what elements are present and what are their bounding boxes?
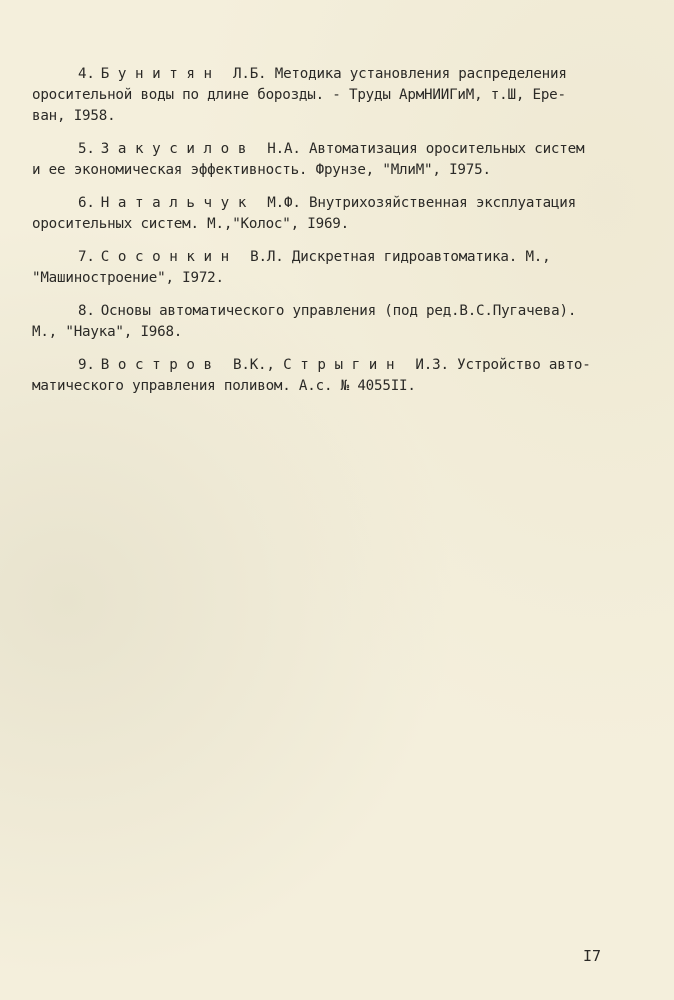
reference-author: Закусилов [100, 141, 255, 157]
reference-number: 4. [78, 66, 95, 82]
reference-number: 5. [78, 141, 95, 157]
reference-item-7 [32, 247, 622, 289]
reference-item-9 [32, 355, 622, 397]
reference-author: Бунитян [100, 66, 221, 82]
reference-item-5 [32, 139, 622, 181]
reference-number: 6. [78, 195, 95, 211]
reference-author: Сосонкин [100, 249, 238, 265]
reference-text: матического управления поливом. А.с. № 4055II. [32, 378, 416, 394]
reference-item-8 [32, 301, 622, 343]
reference-text: И.З. Устройство авто- [407, 357, 591, 373]
reference-text: ван, I958. [32, 108, 116, 124]
reference-list [32, 64, 622, 409]
reference-author-2: Стрыгин [283, 357, 404, 373]
reference-text: М.Ф. Внутрихозяйственная эксплуатация [258, 195, 576, 211]
reference-text: "Машиностроение", I972. [32, 270, 224, 286]
reference-text: оросительной воды по длине борозды. - Труды АрмНИИГиМ, т.Ш, Ере- [32, 87, 566, 103]
reference-text: оросительных систем. М.,"Колос", I969. [32, 216, 349, 232]
reference-text: Основы автоматического управления (под ред.В.С.Пугачева). [100, 303, 577, 319]
reference-text: Н.А. Автоматизация оросительных систем [258, 141, 585, 157]
reference-text: Л.Б. Методика установления распределения [224, 66, 567, 82]
reference-number: 8. [78, 303, 95, 319]
reference-number: 7. [78, 249, 95, 265]
reference-text: и ее экономическая эффективность. Фрунзе, "МлиМ", I975. [32, 162, 491, 178]
reference-item-4 [32, 64, 622, 127]
reference-author: Натальчук [100, 195, 255, 211]
reference-item-6 [32, 193, 622, 235]
page-number: I7 [583, 947, 602, 965]
reference-text: М., "Наука", I968. [32, 324, 183, 340]
reference-number: 9. [78, 357, 95, 373]
reference-text: В.Л. Дискретная гидроавтоматика. М., [241, 249, 551, 265]
reference-text: В.К., [224, 357, 284, 373]
reference-author: Востров [100, 357, 221, 373]
